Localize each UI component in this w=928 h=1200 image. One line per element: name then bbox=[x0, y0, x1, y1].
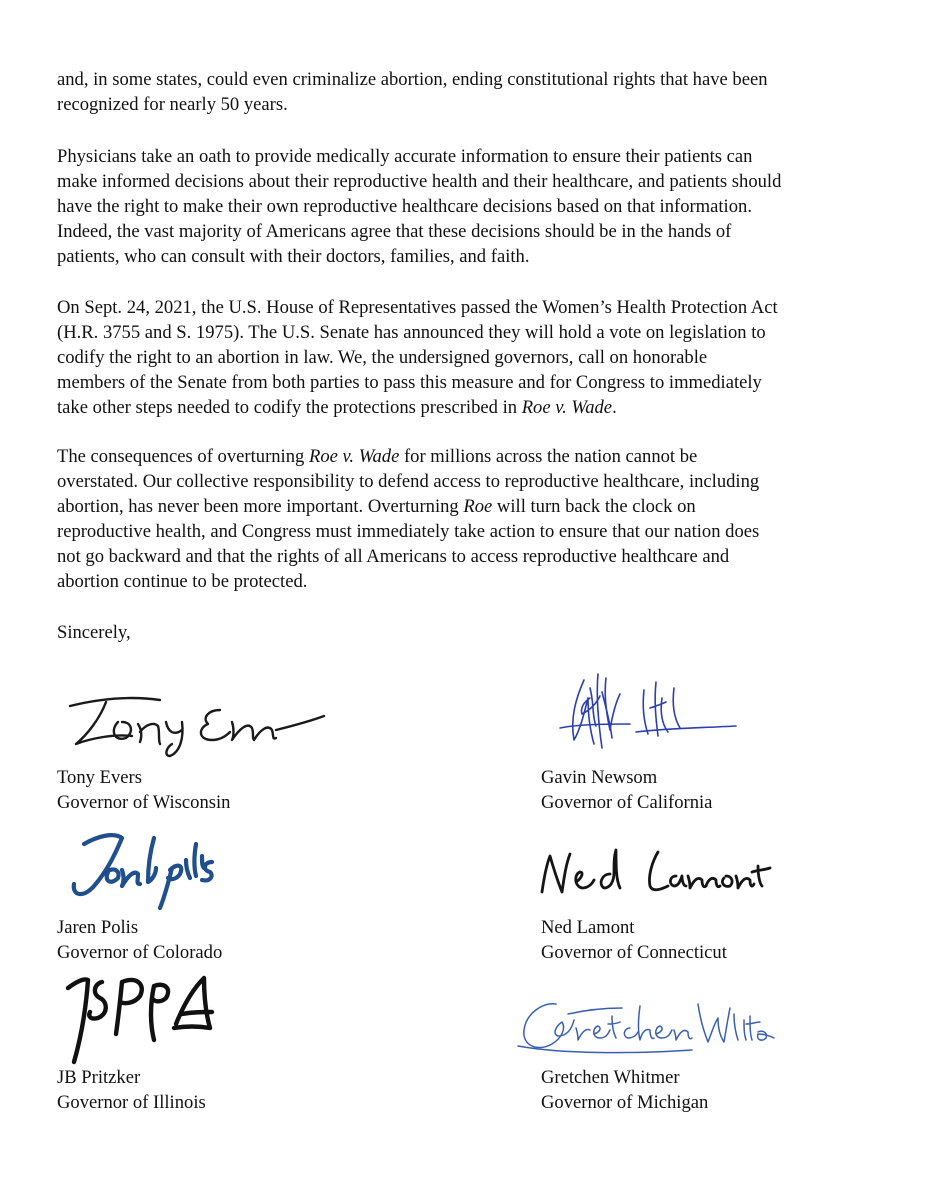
paragraph-4 bbox=[57, 444, 857, 594]
case-name-italic: Roe bbox=[463, 496, 493, 517]
text-line: have the right to make their own reproductive healthcare decisions based on that information. bbox=[57, 196, 752, 217]
text-line: not go backward and that the rights of all Americans to access reproductive healthcare and bbox=[57, 546, 730, 567]
paragraph-3 bbox=[57, 295, 857, 420]
signer-name: Gretchen Whitmer bbox=[541, 1067, 680, 1088]
text-line: codify the right to an abortion in law. We, the undersigned governors, call on honorable bbox=[57, 347, 708, 368]
closing bbox=[57, 620, 857, 645]
signature-gavin-newsom bbox=[540, 668, 740, 758]
closing-text: Sincerely, bbox=[57, 622, 131, 643]
paragraph-1 bbox=[57, 67, 857, 117]
signer-title: Governor of Wisconsin bbox=[57, 792, 231, 813]
text-line: reproductive health, and Congress must immediately take action to ensure that our nation does bbox=[57, 521, 760, 542]
signature-ink bbox=[70, 698, 324, 756]
text-span: take other steps needed to codify the protections prescribed in bbox=[57, 397, 522, 418]
signer-name: Jaren Polis bbox=[57, 917, 139, 938]
text-line: patients, who can consult with their doctors, families, and faith. bbox=[57, 246, 530, 267]
text-span: The consequences of overturning bbox=[57, 446, 309, 467]
text-line: and, in some states, could even criminalize abortion, ending constitutional rights that have been bbox=[57, 69, 768, 90]
signer-title: Governor of Colorado bbox=[57, 942, 223, 963]
signature-jaren-polis bbox=[64, 822, 224, 912]
signer-name: Tony Evers bbox=[57, 767, 142, 788]
text-line: abortion continue to be protected. bbox=[57, 571, 308, 592]
text-line: On Sept. 24, 2021, the U.S. House of Representatives passed the Women’s Health Protection Act bbox=[57, 297, 778, 318]
text-span: abortion, has never been more important. Overturning bbox=[57, 496, 464, 517]
text-line bbox=[57, 395, 857, 420]
text-span: for millions across the nation cannot be bbox=[399, 446, 698, 467]
text-span: will turn back the clock on bbox=[492, 496, 696, 517]
case-name-italic: Roe v. Wade bbox=[308, 446, 400, 467]
text-line: (H.R. 3755 and S. 1975). The U.S. Senate has announced they will hold a vote on legislation to bbox=[57, 322, 766, 343]
signature-ned-lamont bbox=[536, 842, 776, 902]
signer-name: Ned Lamont bbox=[541, 917, 635, 938]
text-line: members of the Senate from both parties to pass this measure and for Congress to immediately bbox=[57, 372, 762, 393]
text-line bbox=[57, 444, 857, 469]
signature-ink bbox=[560, 674, 736, 748]
signature-tony-evers bbox=[62, 688, 332, 758]
signature-ink bbox=[542, 850, 770, 892]
text-line: make informed decisions about their reproductive health and their healthcare, and patients should bbox=[57, 171, 782, 192]
signer-title: Governor of Connecticut bbox=[541, 942, 727, 963]
signature-ink bbox=[74, 835, 212, 908]
signer-title: Governor of Illinois bbox=[57, 1092, 206, 1113]
text-line: Physicians take an oath to provide medically accurate information to ensure their patients can bbox=[57, 146, 753, 167]
signature-jb-pritzker bbox=[58, 968, 228, 1068]
signer-title: Governor of Michigan bbox=[541, 1092, 709, 1113]
text-line bbox=[57, 494, 857, 519]
signer-title: Governor of California bbox=[541, 792, 713, 813]
case-name-italic: Roe v. Wade bbox=[521, 397, 613, 418]
signature-ink bbox=[68, 978, 212, 1062]
signer-name: JB Pritzker bbox=[57, 1067, 141, 1088]
text-span: . bbox=[612, 397, 617, 418]
text-line: Indeed, the vast majority of Americans agree that these decisions should be in the hands of bbox=[57, 221, 732, 242]
signature-gretchen-whitmer bbox=[512, 994, 776, 1060]
paragraph-2 bbox=[57, 144, 857, 269]
text-line: recognized for nearly 50 years. bbox=[57, 94, 288, 115]
text-line: overstated. Our collective responsibility to defend access to reproductive healthcare, including bbox=[57, 471, 760, 492]
signer-name: Gavin Newsom bbox=[541, 767, 658, 788]
signature-ink bbox=[518, 1004, 774, 1053]
